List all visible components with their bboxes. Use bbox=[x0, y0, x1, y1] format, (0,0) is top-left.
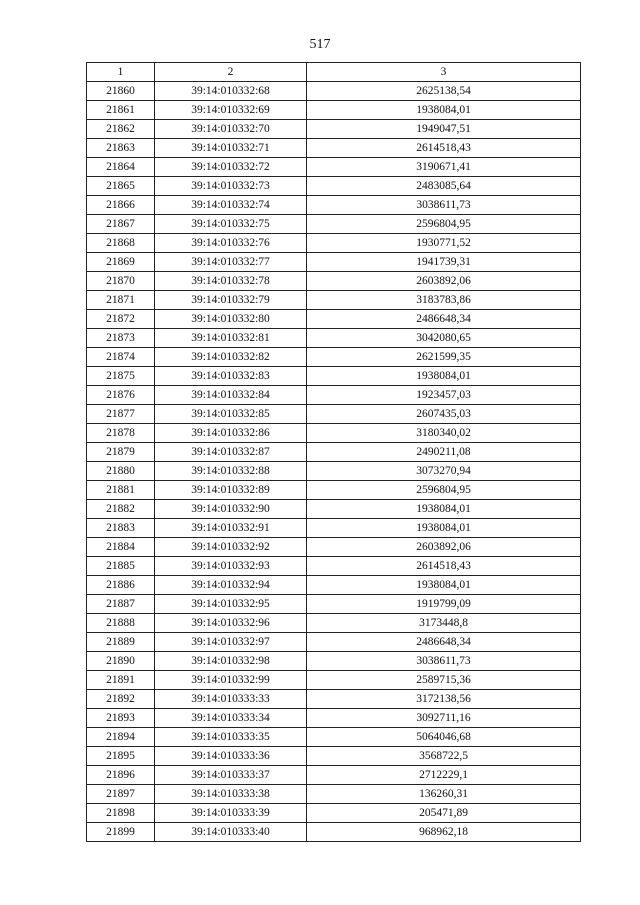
row-number-cell: 21874 bbox=[87, 348, 155, 367]
row-number-cell: 21863 bbox=[87, 139, 155, 158]
table-row bbox=[87, 386, 581, 405]
value-cell: 2596804,95 bbox=[307, 215, 581, 234]
value-cell: 3173448,8 bbox=[307, 614, 581, 633]
value-cell: 1938084,01 bbox=[307, 101, 581, 120]
row-number-cell: 21864 bbox=[87, 158, 155, 177]
row-number-cell: 21893 bbox=[87, 709, 155, 728]
row-number-cell: 21885 bbox=[87, 557, 155, 576]
table-row bbox=[87, 614, 581, 633]
cadastral-number-cell: 39:14:010332:97 bbox=[155, 633, 307, 652]
value-cell: 1923457,03 bbox=[307, 386, 581, 405]
row-number-cell: 21860 bbox=[87, 82, 155, 101]
table-row bbox=[87, 177, 581, 196]
cadastral-number-cell: 39:14:010333:33 bbox=[155, 690, 307, 709]
cadastral-number-cell: 39:14:010332:87 bbox=[155, 443, 307, 462]
table-row bbox=[87, 120, 581, 139]
row-number-cell: 21868 bbox=[87, 234, 155, 253]
cadastral-number-cell: 39:14:010333:34 bbox=[155, 709, 307, 728]
value-cell: 2483085,64 bbox=[307, 177, 581, 196]
value-cell: 968962,18 bbox=[307, 823, 581, 842]
row-number-cell: 21872 bbox=[87, 310, 155, 329]
value-cell: 205471,89 bbox=[307, 804, 581, 823]
cadastral-number-cell: 39:14:010332:80 bbox=[155, 310, 307, 329]
value-cell: 2625138,54 bbox=[307, 82, 581, 101]
row-number-cell: 21876 bbox=[87, 386, 155, 405]
table-row bbox=[87, 443, 581, 462]
value-cell: 2486648,34 bbox=[307, 633, 581, 652]
table-row bbox=[87, 804, 581, 823]
cadastral-number-cell: 39:14:010332:69 bbox=[155, 101, 307, 120]
table-row bbox=[87, 329, 581, 348]
row-number-cell: 21887 bbox=[87, 595, 155, 614]
value-cell: 2490211,08 bbox=[307, 443, 581, 462]
value-cell: 2596804,95 bbox=[307, 481, 581, 500]
row-number-cell: 21873 bbox=[87, 329, 155, 348]
table-row bbox=[87, 728, 581, 747]
row-number-cell: 21894 bbox=[87, 728, 155, 747]
row-number-cell: 21875 bbox=[87, 367, 155, 386]
table-row bbox=[87, 766, 581, 785]
cadastral-number-cell: 39:14:010333:37 bbox=[155, 766, 307, 785]
table-row bbox=[87, 462, 581, 481]
table-row bbox=[87, 215, 581, 234]
table-body bbox=[87, 82, 581, 842]
table-row bbox=[87, 272, 581, 291]
row-number-cell: 21892 bbox=[87, 690, 155, 709]
cadastral-number-cell: 39:14:010332:72 bbox=[155, 158, 307, 177]
value-cell: 2607435,03 bbox=[307, 405, 581, 424]
value-cell: 2603892,06 bbox=[307, 272, 581, 291]
row-number-cell: 21895 bbox=[87, 747, 155, 766]
row-number-cell: 21861 bbox=[87, 101, 155, 120]
value-cell: 2614518,43 bbox=[307, 139, 581, 158]
cadastral-number-cell: 39:14:010332:91 bbox=[155, 519, 307, 538]
row-number-cell: 21890 bbox=[87, 652, 155, 671]
row-number-cell: 21882 bbox=[87, 500, 155, 519]
table-row bbox=[87, 652, 581, 671]
value-cell: 1919799,09 bbox=[307, 595, 581, 614]
cadastral-number-cell: 39:14:010332:86 bbox=[155, 424, 307, 443]
table-row bbox=[87, 519, 581, 538]
cadastral-number-cell: 39:14:010332:75 bbox=[155, 215, 307, 234]
registry-table bbox=[86, 62, 581, 842]
value-cell: 2621599,35 bbox=[307, 348, 581, 367]
cadastral-number-cell: 39:14:010332:68 bbox=[155, 82, 307, 101]
value-cell: 2712229,1 bbox=[307, 766, 581, 785]
table-row bbox=[87, 158, 581, 177]
cadastral-number-cell: 39:14:010332:79 bbox=[155, 291, 307, 310]
value-cell: 2486648,34 bbox=[307, 310, 581, 329]
value-cell: 136260,31 bbox=[307, 785, 581, 804]
page-number: 517 bbox=[309, 37, 331, 52]
cadastral-number-cell: 39:14:010332:93 bbox=[155, 557, 307, 576]
cadastral-number-cell: 39:14:010332:71 bbox=[155, 139, 307, 158]
cadastral-number-cell: 39:14:010332:88 bbox=[155, 462, 307, 481]
table-row bbox=[87, 101, 581, 120]
table-row bbox=[87, 690, 581, 709]
row-number-cell: 21881 bbox=[87, 481, 155, 500]
table-row bbox=[87, 139, 581, 158]
row-number-cell: 21889 bbox=[87, 633, 155, 652]
row-number-cell: 21871 bbox=[87, 291, 155, 310]
row-number-cell: 21877 bbox=[87, 405, 155, 424]
value-cell: 3038611,73 bbox=[307, 196, 581, 215]
value-cell: 1941739,31 bbox=[307, 253, 581, 272]
table-row bbox=[87, 291, 581, 310]
table-row bbox=[87, 595, 581, 614]
cadastral-number-cell: 39:14:010332:82 bbox=[155, 348, 307, 367]
cadastral-number-cell: 39:14:010333:40 bbox=[155, 823, 307, 842]
table-row bbox=[87, 82, 581, 101]
cadastral-number-cell: 39:14:010333:39 bbox=[155, 804, 307, 823]
row-number-cell: 21884 bbox=[87, 538, 155, 557]
row-number-cell: 21888 bbox=[87, 614, 155, 633]
table-row bbox=[87, 367, 581, 386]
cadastral-number-cell: 39:14:010332:94 bbox=[155, 576, 307, 595]
value-cell: 1938084,01 bbox=[307, 367, 581, 386]
row-number-cell: 21869 bbox=[87, 253, 155, 272]
table-row bbox=[87, 234, 581, 253]
table-row bbox=[87, 538, 581, 557]
value-cell: 1938084,01 bbox=[307, 576, 581, 595]
table-row bbox=[87, 633, 581, 652]
table-row bbox=[87, 785, 581, 804]
value-cell: 3172138,56 bbox=[307, 690, 581, 709]
cadastral-number-cell: 39:14:010332:84 bbox=[155, 386, 307, 405]
cadastral-number-cell: 39:14:010332:90 bbox=[155, 500, 307, 519]
table-row bbox=[87, 196, 581, 215]
value-cell: 3568722,5 bbox=[307, 747, 581, 766]
row-number-cell: 21886 bbox=[87, 576, 155, 595]
row-number-cell: 21883 bbox=[87, 519, 155, 538]
row-number-cell: 21862 bbox=[87, 120, 155, 139]
row-number-cell: 21879 bbox=[87, 443, 155, 462]
table-row bbox=[87, 253, 581, 272]
table-row bbox=[87, 481, 581, 500]
cadastral-number-cell: 39:14:010332:81 bbox=[155, 329, 307, 348]
table-row bbox=[87, 747, 581, 766]
row-number-cell: 21897 bbox=[87, 785, 155, 804]
row-number-cell: 21866 bbox=[87, 196, 155, 215]
table-header-row bbox=[87, 63, 581, 82]
table-row bbox=[87, 500, 581, 519]
value-cell: 2614518,43 bbox=[307, 557, 581, 576]
table-row bbox=[87, 310, 581, 329]
cadastral-number-cell: 39:14:010332:85 bbox=[155, 405, 307, 424]
table-row bbox=[87, 348, 581, 367]
cadastral-number-cell: 39:14:010332:77 bbox=[155, 253, 307, 272]
value-cell: 3092711,16 bbox=[307, 709, 581, 728]
table-row bbox=[87, 823, 581, 842]
cadastral-number-cell: 39:14:010332:76 bbox=[155, 234, 307, 253]
value-cell: 1938084,01 bbox=[307, 519, 581, 538]
cadastral-number-cell: 39:14:010332:96 bbox=[155, 614, 307, 633]
cadastral-number-cell: 39:14:010332:92 bbox=[155, 538, 307, 557]
row-number-cell: 21865 bbox=[87, 177, 155, 196]
table-row bbox=[87, 424, 581, 443]
value-cell: 5064046,68 bbox=[307, 728, 581, 747]
table-row bbox=[87, 576, 581, 595]
column-header-3: 3 bbox=[307, 63, 581, 82]
cadastral-number-cell: 39:14:010332:95 bbox=[155, 595, 307, 614]
cadastral-number-cell: 39:14:010333:36 bbox=[155, 747, 307, 766]
column-header-2: 2 bbox=[155, 63, 307, 82]
cadastral-number-cell: 39:14:010332:83 bbox=[155, 367, 307, 386]
row-number-cell: 21870 bbox=[87, 272, 155, 291]
value-cell: 3073270,94 bbox=[307, 462, 581, 481]
cadastral-number-cell: 39:14:010333:38 bbox=[155, 785, 307, 804]
value-cell: 3042080,65 bbox=[307, 329, 581, 348]
cadastral-number-cell: 39:14:010332:98 bbox=[155, 652, 307, 671]
cadastral-number-cell: 39:14:010333:35 bbox=[155, 728, 307, 747]
value-cell: 3180340,02 bbox=[307, 424, 581, 443]
value-cell: 2603892,06 bbox=[307, 538, 581, 557]
column-header-1: 1 bbox=[87, 63, 155, 82]
cadastral-number-cell: 39:14:010332:89 bbox=[155, 481, 307, 500]
table-row bbox=[87, 709, 581, 728]
cadastral-number-cell: 39:14:010332:73 bbox=[155, 177, 307, 196]
row-number-cell: 21891 bbox=[87, 671, 155, 690]
row-number-cell: 21898 bbox=[87, 804, 155, 823]
value-cell: 3190671,41 bbox=[307, 158, 581, 177]
cadastral-number-cell: 39:14:010332:74 bbox=[155, 196, 307, 215]
row-number-cell: 21880 bbox=[87, 462, 155, 481]
cadastral-number-cell: 39:14:010332:70 bbox=[155, 120, 307, 139]
table-row bbox=[87, 405, 581, 424]
value-cell: 1938084,01 bbox=[307, 500, 581, 519]
cadastral-number-cell: 39:14:010332:78 bbox=[155, 272, 307, 291]
row-number-cell: 21867 bbox=[87, 215, 155, 234]
row-number-cell: 21899 bbox=[87, 823, 155, 842]
cadastral-number-cell: 39:14:010332:99 bbox=[155, 671, 307, 690]
value-cell: 3038611,73 bbox=[307, 652, 581, 671]
row-number-cell: 21878 bbox=[87, 424, 155, 443]
table-row bbox=[87, 557, 581, 576]
value-cell: 3183783,86 bbox=[307, 291, 581, 310]
value-cell: 1930771,52 bbox=[307, 234, 581, 253]
value-cell: 1949047,51 bbox=[307, 120, 581, 139]
row-number-cell: 21896 bbox=[87, 766, 155, 785]
value-cell: 2589715,36 bbox=[307, 671, 581, 690]
table-row bbox=[87, 671, 581, 690]
